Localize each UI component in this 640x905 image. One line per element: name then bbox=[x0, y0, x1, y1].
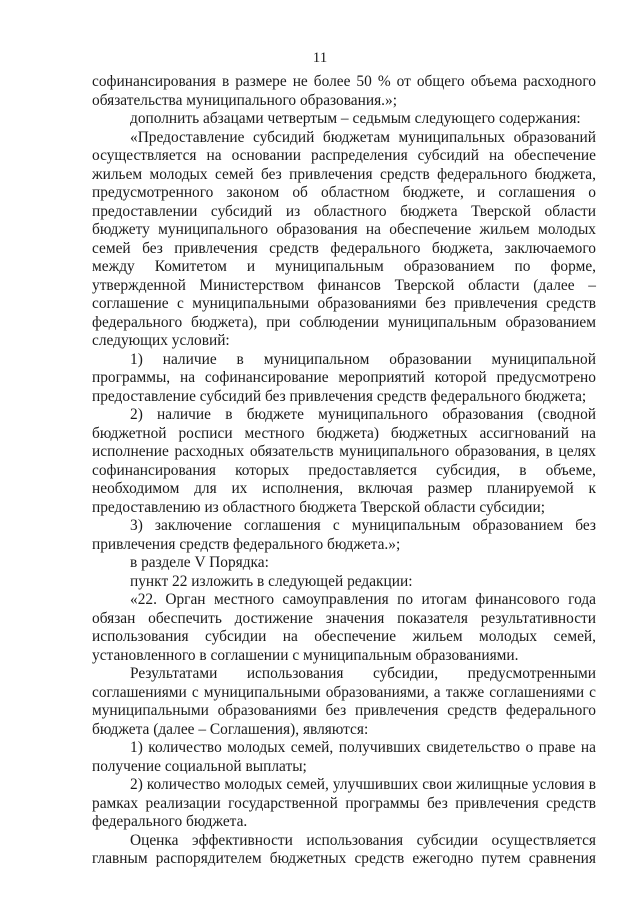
paragraph: «22. Орган местного самоуправления по итогам финансового года обязан обеспечить достижение значения показателя результативности использования субсидии на обеспечение жильем молодых семей, установленного в соглашении с муниципальным образованиями. bbox=[92, 591, 596, 664]
paragraph: в разделе V Порядка: bbox=[130, 554, 269, 571]
paragraph: пункт 22 изложить в следующей редакции: bbox=[130, 572, 413, 590]
paragraph: 2) количество молодых семей, улучшивших свои жилищные условия в рамках реализации государственной программы без привлечения средств федерального бюджета. bbox=[92, 776, 596, 830]
paragraph: 1) наличие в муниципальном образовании муниципальной программы, на софинансирование мероприятий которой предусмотрено предоставление субсидий без привлечения средств федерального бюджета; bbox=[92, 350, 596, 405]
paragraph: дополнить абзацами четвертым – седьмым следующего содержания: bbox=[130, 110, 581, 127]
paragraph: 1) количество молодых семей, получивших свидетельство о праве на получение социальной выплаты; bbox=[92, 739, 596, 775]
paragraph: 3) заключение соглашения с муниципальным образованием без привлечения средств федерального бюджета.»; bbox=[92, 517, 596, 553]
paragraph: «Предоставление субсидий бюджетам муниципальных образований осуществляется на основании распределения субсидий на обеспечение жильем молодых семей без привлечения средств федерального бюджета, предусмотренного законом об областном бюджете, и соглашения о предоставлении субсидий из областного бюджета Тверской области бюджету муниципального образования на обеспечение жильем молодых семей без привлечения средств федерального бюджета, заключаемого между Комитетом и муниципальным образованием по форме, утвержденной Министерством финансов Тверской области (далее – соглашение с муниципальными образованиями без привлечения средств федерального бюджета), при соблюдении муниципальным образованием следующих условий: bbox=[92, 128, 596, 349]
paragraph: Результатами использования субсидии, предусмотренными соглашениями с муниципальными образованиями, а также соглашениями с муниципальными образованиями без привлечения средств федерального бюджета (далее – Соглашения), являются: bbox=[92, 665, 596, 738]
paragraph: 2) наличие в бюджете муниципального образования (сводной бюджетной росписи местного бюджета) бюджетных ассигнований на исполнение расходных обязательств муниципального образования, в целях софинансирования которых предоставляется субсидия, в объеме, необходимом для их исполнения, включая размер планируемой к предоставлению из областного бюджета Тверской области субсидии; bbox=[92, 406, 596, 516]
page-number: 11 bbox=[312, 50, 328, 66]
document-body bbox=[92, 73, 596, 869]
paragraph: софинансирования в размере не более 50 % от общего объема расходного обязательства муниципального образования.»; bbox=[92, 73, 596, 109]
paragraph: Оценка эффективности использования субсидии осуществляется главным распорядителем бюджетных средств ежегодно путем сравнения bbox=[92, 831, 596, 867]
